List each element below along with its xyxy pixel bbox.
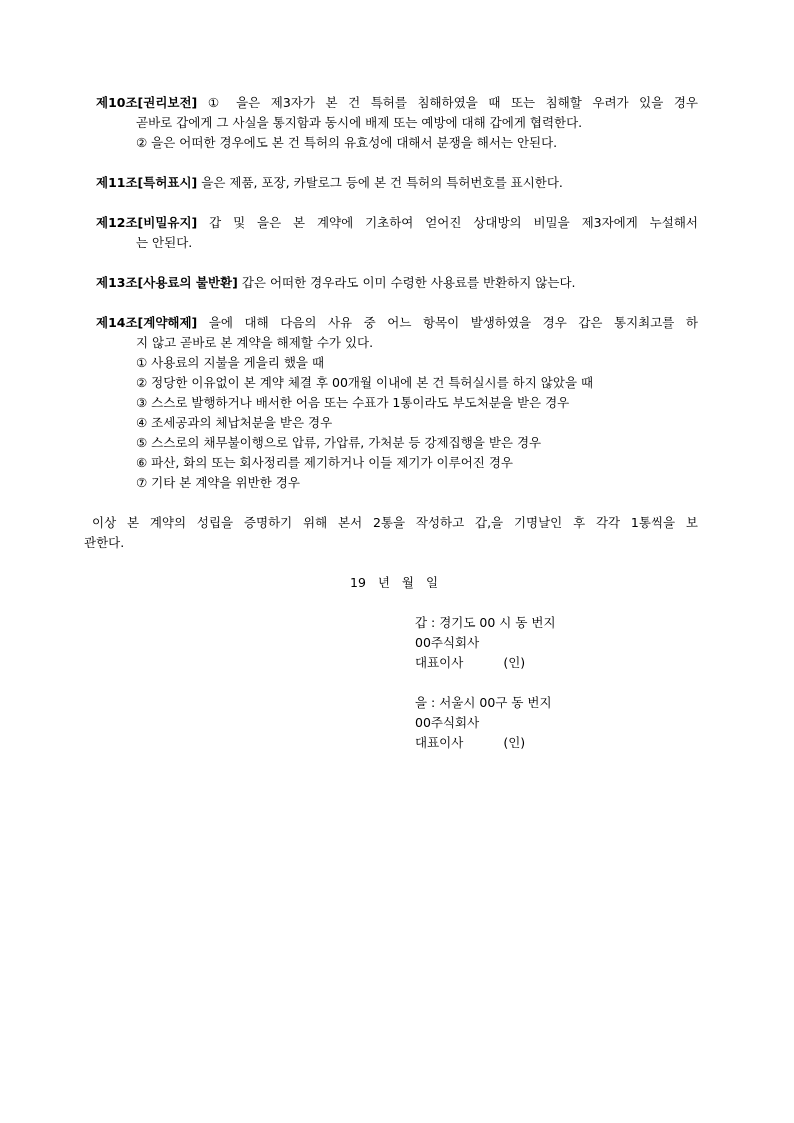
party-b-signature-line: [415, 733, 552, 753]
article-14-item-2: ② 정당한 이유없이 본 계약 체결 후 00개월 이내에 본 건 특허실시를 하지 않았을 때: [136, 375, 594, 390]
article-10-continuation: 곧바로 갑에게 그 사실을 통지함과 동시에 배제 또는 예방에 대해 갑에게 협력한다.: [136, 115, 583, 130]
article-14-title: 제14조[계약해제]: [96, 315, 198, 330]
article-10-first-line: [96, 93, 698, 113]
party-a-signature-line: [415, 653, 556, 673]
article-14-item-4: ④ 조세공과의 체납처분을 받은 경우: [136, 415, 333, 430]
article-14-item-3: ③ 스스로 발행하거나 배서한 어음 또는 수표가 1통이라도 부도처분을 받은 경우: [136, 395, 570, 410]
party-a-seal: (인): [503, 655, 526, 670]
article-13-title: 제13조[사용료의 불반환]: [96, 275, 238, 290]
closing-line-1: 이상 본 계약의 성립을 증명하기 위해 본서 2통을 작성하고 갑,을 기명날인 후 각각 1통씩을 보: [92, 515, 698, 530]
article-12-first-line: [96, 213, 698, 233]
article-14-continuation: 지 않고 곧바로 본 계약을 해제할 수가 있다.: [136, 335, 374, 350]
article-14-item-1: ① 사용료의 지불을 게을리 했을 때: [136, 355, 325, 370]
article-10-text: ① 을은 제3자가 본 건 특허를 침해하였을 때 또는 침해할 우려가 있을 경우: [207, 95, 698, 110]
article-14: [96, 313, 698, 493]
party-b-address: 을 : 서울시 00구 동 번지: [415, 695, 552, 710]
article-11-title: 제11조[특허표시]: [96, 175, 198, 190]
party-b-seal: (인): [503, 735, 526, 750]
article-12-text: 갑 및 을은 본 계약에 기초하여 얻어진 상대방의 비밀을 제3자에게 누설해서: [209, 215, 698, 230]
article-11: [96, 173, 698, 193]
article-12: [96, 213, 698, 253]
article-14-item-6: ⑥ 파산, 화의 또는 회사정리를 제기하거나 이들 제기가 이루어진 경우: [136, 455, 513, 470]
party-b: [415, 693, 552, 753]
closing-paragraph: [84, 513, 698, 553]
party-a: [415, 613, 556, 673]
article-13-text: 갑은 어떠한 경우라도 이미 수령한 사용료를 반환하지 않는다.: [241, 275, 576, 290]
party-a-address: 갑 : 경기도 00 시 동 번지: [415, 615, 556, 630]
article-14-item-7: ⑦ 기타 본 계약을 위반한 경우: [136, 475, 300, 490]
article-14-item-5: ⑤ 스스로의 채무불이행으로 압류, 가압류, 가처분 등 강제집행을 받은 경우: [136, 435, 542, 450]
party-b-company: 00주식회사: [415, 715, 480, 730]
party-a-company: 00주식회사: [415, 635, 480, 650]
article-12-continuation: 는 안된다.: [136, 235, 193, 250]
article-10: [96, 93, 698, 153]
article-11-text: 을은 제품, 포장, 카탈로그 등에 본 건 특허의 특허번호를 표시한다.: [201, 175, 563, 190]
contract-date: 19 년 월 일: [350, 575, 439, 590]
closing-line-2: 관한다.: [84, 535, 125, 550]
article-13-first-line: [96, 273, 698, 293]
article-11-first-line: [96, 173, 698, 193]
article-14-text: 을에 대해 다음의 사유 중 어느 항목이 발생하였을 경우 갑은 통지최고를 하: [208, 315, 698, 330]
article-13: [96, 273, 698, 293]
article-12-title: 제12조[비밀유지]: [96, 215, 198, 230]
party-b-representative: 대표이사: [415, 735, 464, 750]
article-10-title: 제10조[권리보전]: [96, 95, 198, 110]
article-14-first-line: [96, 313, 698, 333]
party-a-representative: 대표이사: [415, 655, 464, 670]
article-10-item-2: ② 을은 어떠한 경우에도 본 건 특허의 유효성에 대해서 분쟁을 해서는 안된다.: [136, 135, 558, 150]
